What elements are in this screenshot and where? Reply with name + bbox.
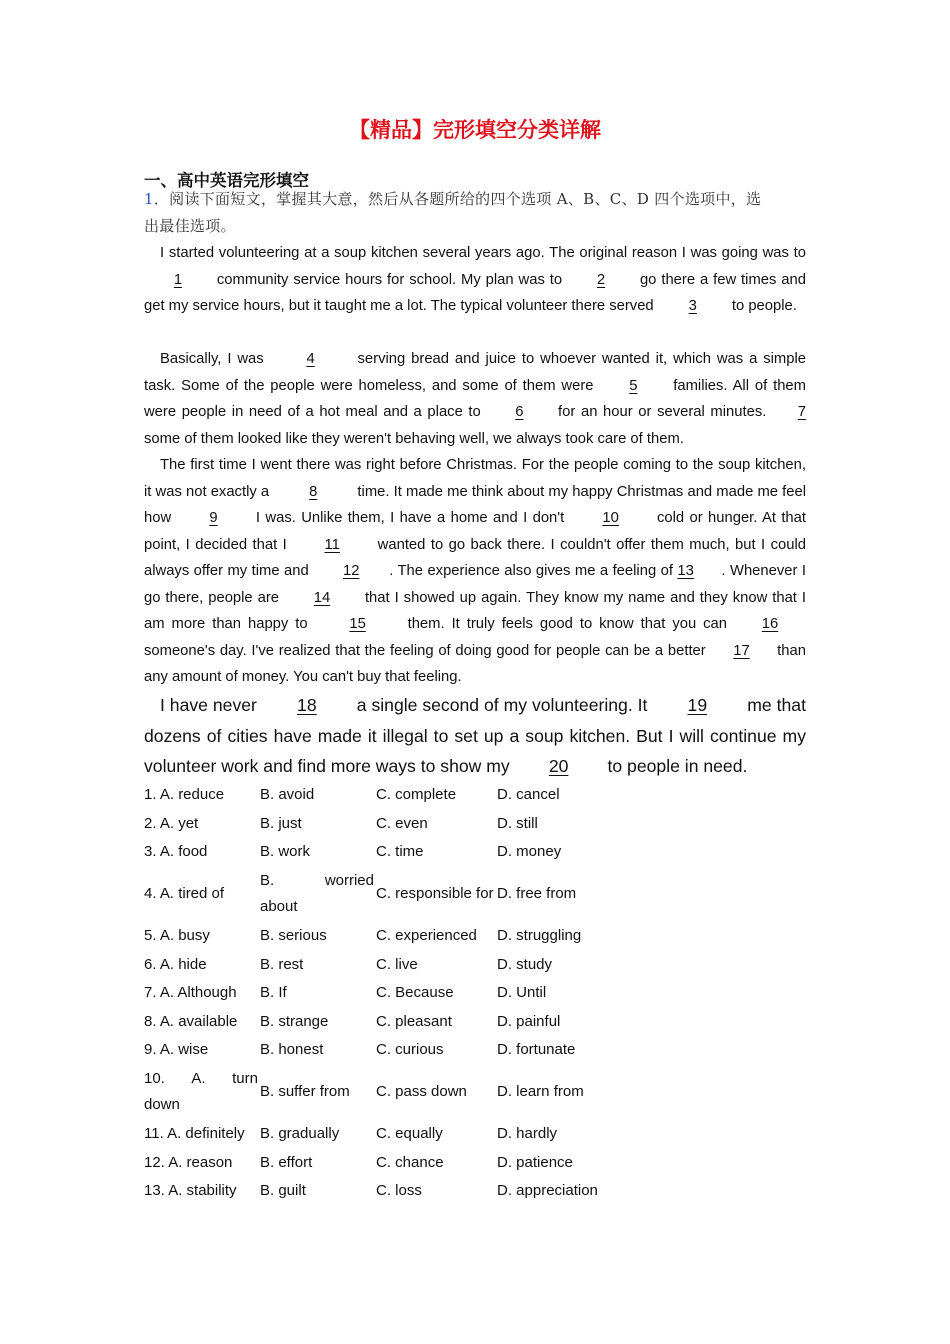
passage-text: The first time I went there was right before Christmas. For the people coming to the soup kitchen, it was not exactly a xyxy=(144,457,806,500)
option-b-part: B. xyxy=(260,872,275,890)
option-d: D. cancel xyxy=(497,786,560,804)
option-row xyxy=(144,810,637,839)
passage-text: Basically, I was xyxy=(160,351,270,367)
option-a-part: 10. xyxy=(144,1070,165,1088)
blank-3: 3 xyxy=(688,298,697,314)
passage-text: families. All of them were people in need of a hot meal and a place to xyxy=(144,377,806,420)
blank-5: 5 xyxy=(629,377,638,394)
passage-text: that I showed up again. They know my name and they know that I am more than happy to xyxy=(144,589,806,632)
option-c: C. responsible for xyxy=(376,885,494,903)
passage-text: serving bread and juice to whoever wanted it, which was a simple task. Some of the people were homeless, and some of them were xyxy=(144,351,807,394)
passage-text: me that dozens of cities have made it illegal to set up a soup kitchen. But I will continue my volunteer work and find more ways to show my xyxy=(144,695,806,776)
option-a xyxy=(144,1065,260,1120)
option-a: 7. A. Although xyxy=(144,984,237,1002)
blank-9: 9 xyxy=(209,510,218,526)
blank-10: 10 xyxy=(602,510,619,526)
blank-19: 19 xyxy=(687,695,708,715)
passage-text: I started volunteering at a soup kitchen several years ago. The original reason I was going was to xyxy=(160,245,806,261)
option-c: C. time xyxy=(376,843,424,861)
blank-6: 6 xyxy=(515,404,524,420)
blank-11: 11 xyxy=(324,536,340,553)
blank-12: 12 xyxy=(342,563,360,579)
option-b: B. effort xyxy=(260,1153,313,1171)
passage-text: I was. Unlike them, I have a home and I don't xyxy=(250,510,570,526)
option-row xyxy=(144,1120,637,1149)
instruction-line-1 xyxy=(144,188,806,209)
section-title: 一、高中英语完形填空 xyxy=(144,171,309,190)
passage-text: . The experience also gives me a feeling of xyxy=(389,563,678,579)
passage-paragraph-4 xyxy=(144,690,806,782)
passage-paragraph-2 xyxy=(144,346,806,452)
option-row xyxy=(144,1008,637,1037)
option-a: 5. A. busy xyxy=(144,927,210,945)
blank-7: 7 xyxy=(797,404,806,420)
instruction-line-2: 出最佳选项。 xyxy=(144,217,236,235)
blank-8: 8 xyxy=(309,483,318,500)
passage-text: I have never xyxy=(160,695,262,715)
blank-14: 14 xyxy=(313,589,331,606)
option-row xyxy=(144,950,637,979)
passage-text: cold or hunger. At that point, I decided that I xyxy=(144,510,806,553)
option-d: D. money xyxy=(497,843,562,861)
option-c: C. pleasant xyxy=(376,1012,452,1030)
instruction-text-1: ．阅读下面短文，掌握其大意，然后从各题所给的四个选项 A、B、C、D 四个选项中，选 xyxy=(153,190,762,208)
option-b: B. rest xyxy=(260,955,304,973)
passage-text: . Whenever I go there, people are xyxy=(144,563,806,606)
option-a: 8. A. available xyxy=(144,1012,238,1030)
option-b: B. strange xyxy=(260,1012,329,1030)
option-d: D. study xyxy=(497,955,553,973)
passage-text: time. It made me think about my happy Christmas and made me feel how xyxy=(144,483,806,526)
option-b-part: about xyxy=(260,898,298,916)
passage-text: some of them looked like they weren't behaving well, we always took care of them. xyxy=(144,430,684,447)
option-d: D. learn from xyxy=(497,1083,584,1101)
blank-4: 4 xyxy=(306,351,315,367)
option-b: B. serious xyxy=(260,927,327,945)
option-c: C. curious xyxy=(376,1041,444,1059)
option-b: B. gradually xyxy=(260,1125,340,1143)
option-d: D. patience xyxy=(497,1153,573,1171)
option-b-part: worried xyxy=(324,872,374,890)
option-a-part: A. xyxy=(191,1070,206,1088)
option-c: C. pass down xyxy=(376,1083,467,1101)
option-a: 11. A. definitely xyxy=(144,1125,245,1143)
option-row xyxy=(144,781,637,810)
passage-text: community service hours for school. My plan was to xyxy=(212,271,568,288)
option-a-part: turn xyxy=(232,1070,258,1088)
option-d: D. hardly xyxy=(497,1125,558,1143)
option-a: 3. A. food xyxy=(144,843,208,861)
option-b: B. guilt xyxy=(260,1182,306,1200)
passage-text: than any amount of money. You can't buy that feeling. xyxy=(144,642,806,685)
blank-15: 15 xyxy=(349,616,366,632)
option-row xyxy=(144,1036,637,1065)
option-a: 6. A. hide xyxy=(144,955,207,973)
option-row xyxy=(144,922,637,951)
page-title: 【精品】完形填空分类详解 xyxy=(349,118,601,142)
option-d: D. free from xyxy=(497,885,577,903)
option-b: B. just xyxy=(260,814,302,832)
option-b: B. honest xyxy=(260,1041,324,1059)
passage-text: to people in need. xyxy=(602,756,748,776)
option-d: D. fortunate xyxy=(497,1041,576,1059)
blank-1: 1 xyxy=(173,271,183,288)
passage-text: a single second of my volunteering. It xyxy=(351,695,653,715)
passage-text: go there a few times and get my service hours, but it taught me a lot. The typical volunteer there served xyxy=(144,271,806,314)
option-a: 1. A. reduce xyxy=(144,786,225,804)
option-b: B. suffer from xyxy=(260,1083,350,1101)
passage-paragraph-3 xyxy=(144,452,806,691)
option-row xyxy=(144,1177,637,1206)
passage-text: them. It truly feels good to know that you can xyxy=(400,616,734,632)
passage-text: to people. xyxy=(727,298,797,314)
option-d: D. Until xyxy=(497,984,547,1002)
option-row xyxy=(144,867,637,922)
option-row xyxy=(144,979,637,1008)
option-b: B. If xyxy=(260,984,287,1002)
option-a-part: down xyxy=(144,1096,180,1114)
passage-text: someone's day. I've realized that the feeling of doing good for people can be a better xyxy=(144,642,711,659)
option-c: C. loss xyxy=(376,1182,422,1200)
blank-17: 17 xyxy=(733,642,750,659)
option-a: 2. A. yet xyxy=(144,814,199,832)
blank-16: 16 xyxy=(761,616,779,632)
option-row xyxy=(144,1065,637,1120)
blank-20: 20 xyxy=(548,756,569,776)
options-table xyxy=(144,781,637,1206)
option-d: D. struggling xyxy=(497,927,582,945)
option-row xyxy=(144,1148,637,1177)
question-number: 1 xyxy=(144,190,154,208)
option-a: 9. A. wise xyxy=(144,1041,209,1059)
option-c: C. experienced xyxy=(376,927,477,945)
option-c: C. live xyxy=(376,955,418,973)
option-a: 12. A. reason xyxy=(144,1153,233,1171)
option-a: 13. A. stability xyxy=(144,1182,237,1200)
passage-text: for an hour or several minutes. xyxy=(552,404,772,420)
option-d: D. still xyxy=(497,814,538,832)
passage-paragraph-1 xyxy=(144,240,806,320)
option-row xyxy=(144,838,637,867)
option-c: C. chance xyxy=(376,1153,444,1171)
blank-2: 2 xyxy=(596,271,606,288)
option-d: D. appreciation xyxy=(497,1182,598,1200)
blank-13: 13 xyxy=(677,563,694,579)
option-a: 4. A. tired of xyxy=(144,885,225,903)
passage-text: wanted to go back there. I couldn't offer them much, but I could always offer my time and xyxy=(144,536,806,579)
option-c: C. equally xyxy=(376,1125,443,1143)
option-c: C. complete xyxy=(376,786,457,804)
blank-18: 18 xyxy=(297,695,317,715)
option-c: C. even xyxy=(376,814,428,832)
option-b: B. work xyxy=(260,843,311,861)
option-c: C. Because xyxy=(376,984,454,1002)
option-b: B. avoid xyxy=(260,786,315,804)
option-d: D. painful xyxy=(497,1012,561,1030)
option-b xyxy=(260,867,376,922)
